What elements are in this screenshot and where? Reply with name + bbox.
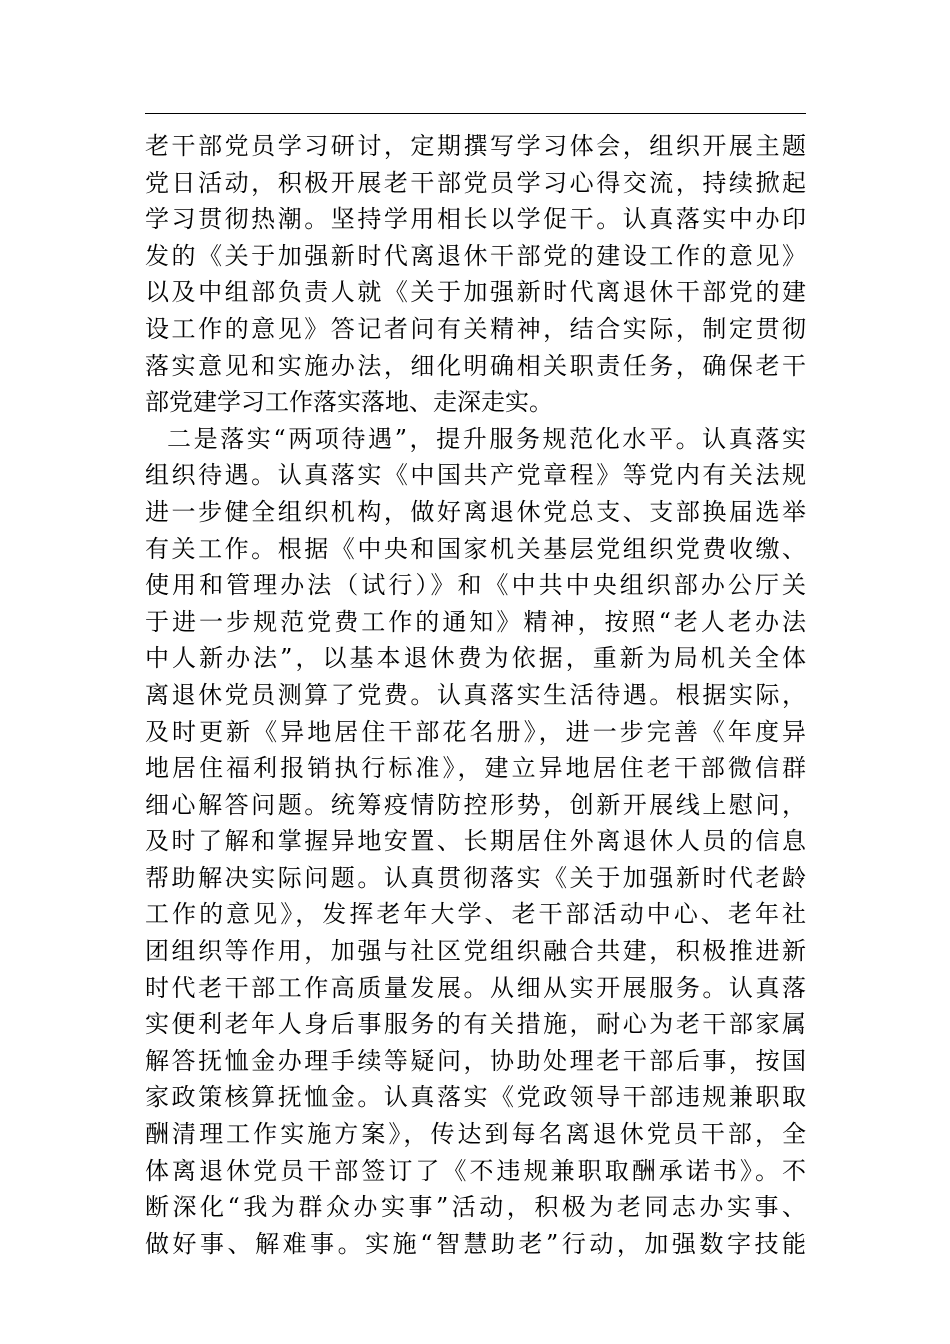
text-line: 及时更新《异地居住干部花名册》，进一步完善《年度异: [145, 717, 806, 746]
text-line: 中人新办法”，以基本退休费为依据，重新为局机关全体: [145, 644, 806, 673]
paragraph: [145, 421, 806, 1263]
text-line: 解答抚恤金办理手续等疑问，协助处理老干部后事，按国: [145, 1046, 806, 1075]
text-line: 有关工作。根据《中央和国家机关基层党组织党费收缴、: [145, 534, 806, 563]
text-line: 体离退休党员干部签订了《不违规兼职取酬承诺书》。不: [145, 1156, 806, 1185]
text-line: 工作的意见》，发挥老年大学、老干部活动中心、老年社: [145, 900, 806, 929]
text-line: 酬清理工作实施方案》，传达到每名离退休党员干部，全: [145, 1120, 806, 1149]
text-line: 使用和管理办法（试行）》和《中共中央组织部办公厅关: [145, 571, 806, 600]
text-line: 党日活动，积极开展老干部党员学习心得交流，持续掀起: [145, 168, 806, 197]
header-rule: [145, 113, 806, 114]
text-line: 做好事、解难事。实施“智慧助老”行动，加强数字技能: [145, 1229, 806, 1258]
text-line: 学习贯彻热潮。坚持学用相长以学促干。认真落实中办印: [145, 205, 806, 234]
text-line: 时代老干部工作高质量发展。从细从实开展服务。认真落: [145, 973, 806, 1002]
text-line: 设工作的意见》答记者问有关精神，结合实际，制定贯彻: [145, 314, 806, 343]
text-line: 团组织等作用，加强与社区党组织融合共建，积极推进新: [145, 937, 806, 966]
text-line: 组织待遇。认真落实《中国共产党章程》等党内有关法规: [145, 461, 806, 490]
text-line: 实便利老年人身后事服务的有关措施，耐心为老干部家属: [145, 1010, 806, 1039]
text-line: 离退休党员测算了党费。认真落实生活待遇。根据实际，: [145, 680, 806, 709]
text-line: 落实意见和实施办法，细化明确相关职责任务，确保老干: [145, 351, 806, 380]
text-line: 断深化“我为群众办实事”活动，积极为老同志办实事、: [145, 1193, 806, 1222]
text-line: 细心解答问题。统筹疫情防控形势，创新开展线上慰问，: [145, 790, 806, 819]
text-line: 帮助解决实际问题。认真贯彻落实《关于加强新时代老龄: [145, 863, 806, 892]
text-line: 二是落实“两项待遇”，提升服务规范化水平。认真落实: [167, 424, 806, 453]
paragraph: [145, 128, 806, 421]
text-line: 家政策核算抚恤金。认真落实《党政领导干部违规兼职取: [145, 1083, 806, 1112]
text-line: 老干部党员学习研讨，定期撰写学习体会，组织开展主题: [145, 132, 806, 160]
text-line: 进一步健全组织机构，做好离退休党总支、支部换届选举: [145, 497, 806, 526]
text-line: 发的《关于加强新时代离退休干部党的建设工作的意见》: [145, 241, 806, 270]
body-text: [145, 128, 806, 1262]
text-line: 于进一步规范党费工作的通知》精神，按照“老人老办法: [145, 607, 806, 636]
text-line: 地居住福利报销执行标准》，建立异地居住老干部微信群: [145, 754, 806, 783]
text-line: 部党建学习工作落实落地、走深走实。: [145, 388, 553, 417]
text-line: 及时了解和掌握异地安置、长期居住外离退休人员的信息: [145, 827, 806, 856]
text-line: 以及中组部负责人就《关于加强新时代离退休干部党的建: [145, 278, 806, 307]
